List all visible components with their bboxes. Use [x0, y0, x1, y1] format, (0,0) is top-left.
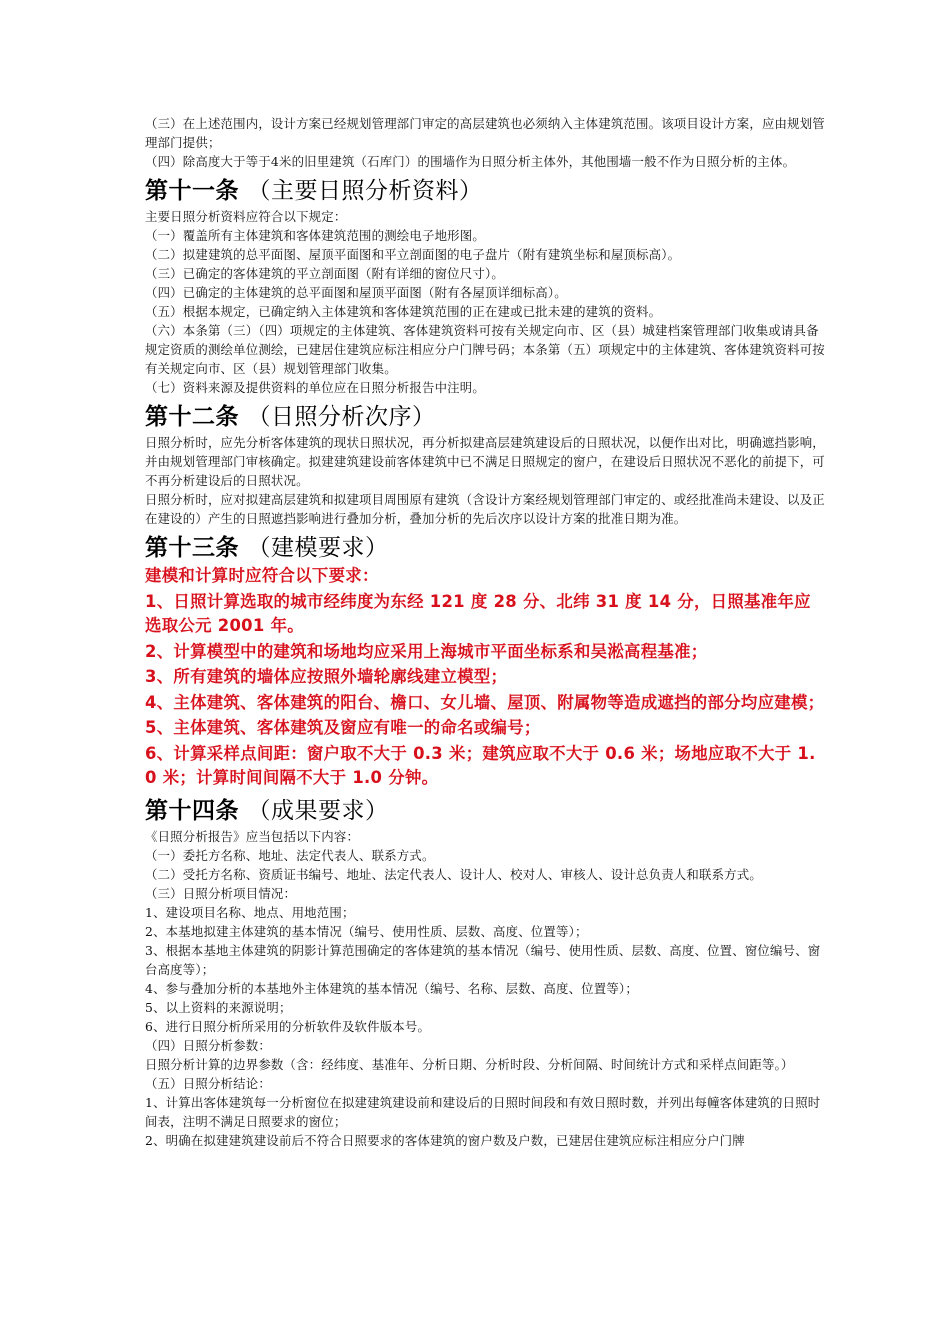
paragraph: （一）委托方名称、地址、法定代表人、联系方式。: [145, 847, 435, 863]
paragraph: （五）日照分析结论：: [145, 1075, 271, 1091]
intro-paragraph: （四）除高度大于等于4米的旧里建筑（石库门）的围墙作为日照分析主体外，其他围墙一般不作为日照分析的主体。: [145, 154, 796, 169]
paragraph: 《日照分析报告》应当包括以下内容：: [145, 828, 360, 844]
article-heading: [145, 403, 827, 431]
paragraph: （二）拟建建筑的总平面图、屋顶平面图和平立剖面图的电子盘片（附有建筑坐标和屋顶标高）。: [145, 247, 681, 262]
article-heading: [145, 177, 827, 205]
article-heading: [145, 534, 827, 562]
red-paragraph: 4、主体建筑、客体建筑的阳台、檐口、女儿墙、屋顶、附属物等造成遮挡的部分均应建模；: [145, 692, 825, 712]
paragraph: 2、明确在拟建建筑建设前后不符合日照要求的客体建筑的窗户数及户数，已建居住建筑应标注相应分户门牌: [145, 1132, 745, 1148]
document-page: [145, 114, 827, 1150]
paragraph: （五）根据本规定，已确定纳入主体建筑和客体建筑范围的正在建或已批未建的建筑的资料。: [145, 304, 662, 319]
article-number: 第十三条: [145, 535, 239, 561]
paragraph: 6、进行日照分析所采用的分析软件及软件版本号。: [145, 1018, 431, 1034]
intro-paragraph: （三）在上述范围内，设计方案已经规划管理部门审定的高层建筑也必须纳入主体建筑范围。该项目设计方案，应由规划管理部门提供；: [145, 116, 825, 150]
paragraph: 主要日照分析资料应符合以下规定：: [145, 209, 347, 224]
article-subtitle: （主要日照分析资料）: [247, 178, 483, 204]
paragraph: 3、根据本基地主体建筑的阴影计算范围确定的客体建筑的基本情况（编号、使用性质、层数、高度、位置、窗位编号、窗台高度等）；: [145, 942, 821, 977]
red-paragraph: 6、计算采样点间距：窗户取不大于 0.3 米；建筑应取不大于 0.6 米；场地应取不大于 1.0 米；计算时间间隔不大于 1.0 分钟。: [145, 743, 816, 787]
red-paragraph: 建模和计算时应符合以下要求：: [145, 566, 379, 585]
paragraph: （三）日照分析项目情况：: [145, 885, 297, 901]
article-number: 第十四条: [145, 797, 239, 824]
article-number: 第十二条: [145, 404, 239, 430]
paragraph: （四）已确定的主体建筑的总平面图和屋顶平面图（附有各屋顶详细标高）。: [145, 285, 567, 300]
paragraph: 日照分析计算的边界参数（含：经纬度、基准年、分析日期、分析时段、分析间隔、时间统计方式和采样点间距等。）: [145, 1056, 794, 1072]
paragraph: 日照分析时，应先分析客体建筑的现状日照状况，再分析拟建高层建筑建设后的日照状况，以便作出对比，明确遮挡影响，并由规划管理部门审核确定。拟建建筑建设前客体建筑中已不满足日照规定的窗户，在建设后日照状况不恶化的前提下，可不再分析建设后的日照状况。: [145, 435, 825, 488]
paragraph: 2、本基地拟建主体建筑的基本情况（编号、使用性质、层数、高度、位置等）；: [145, 923, 588, 939]
paragraph: 5、以上资料的来源说明；: [145, 999, 292, 1015]
paragraph: （三）已确定的客体建筑的平立剖面图（附有详细的窗位尺寸）。: [145, 266, 504, 281]
paragraph: （二）受托方名称、资质证书编号、地址、法定代表人、设计人、校对人、审核人、设计总负责人和联系方式。: [145, 866, 762, 882]
red-paragraph: 1、日照计算选取的城市经纬度为东经 121 度 28 分、北纬 31 度 14 分，日照基准年应选取公元 2001 年。: [145, 591, 811, 635]
article-heading: [145, 797, 827, 825]
paragraph: 1、建设项目名称、地点、用地范围；: [145, 904, 355, 920]
paragraph: 4、参与叠加分析的本基地外主体建筑的基本情况（编号、名称、层数、高度、位置等）；: [145, 980, 638, 996]
paragraph: （四）日照分析参数：: [145, 1037, 271, 1053]
red-paragraph: 3、所有建筑的墙体应按照外墙轮廓线建立模型；: [145, 667, 508, 686]
paragraph: （七）资料来源及提供资料的单位应在日照分析报告中注明。: [145, 380, 485, 395]
red-paragraph: 5、主体建筑、客体建筑及窗应有唯一的命名或编号；: [145, 718, 541, 737]
paragraph: 1、计算出客体建筑每一分析窗位在拟建建筑建设前和建设后的日照时间段和有效日照时数，并列出每幢客体建筑的日照时间表，注明不满足日照要求的窗位；: [145, 1094, 821, 1129]
paragraph: （六）本条第（三）（四）项规定的主体建筑、客体建筑资料可按有关规定向市、区（县）城建档案管理部门收集或请具备规定资质的测绘单位测绘，已建居住建筑应标注相应分户门牌号码；本条第（五）项规定中的主体建筑、客体建筑资料可按有关规定向市、区（县）规划管理部门收集。: [145, 323, 825, 376]
article-subtitle: （建模要求）: [247, 535, 389, 561]
article-number: 第十一条: [145, 178, 239, 204]
red-paragraph: 2、计算模型中的建筑和场地均应采用上海城市平面坐标系和吴淞高程基准；: [145, 641, 708, 661]
paragraph: （一）覆盖所有主体建筑和客体建筑范围的测绘电子地形图。: [145, 228, 485, 243]
article-subtitle: （日照分析次序）: [247, 404, 436, 430]
paragraph: 日照分析时，应对拟建高层建筑和拟建项目周围原有建筑（含设计方案经规划管理部门审定的、或经批准尚未建设、以及正在建设的）产生的日照遮挡影响进行叠加分析，叠加分析的先后次序以设计方案的批准日期为准。: [145, 492, 825, 526]
article-subtitle: （成果要求）: [247, 797, 389, 824]
